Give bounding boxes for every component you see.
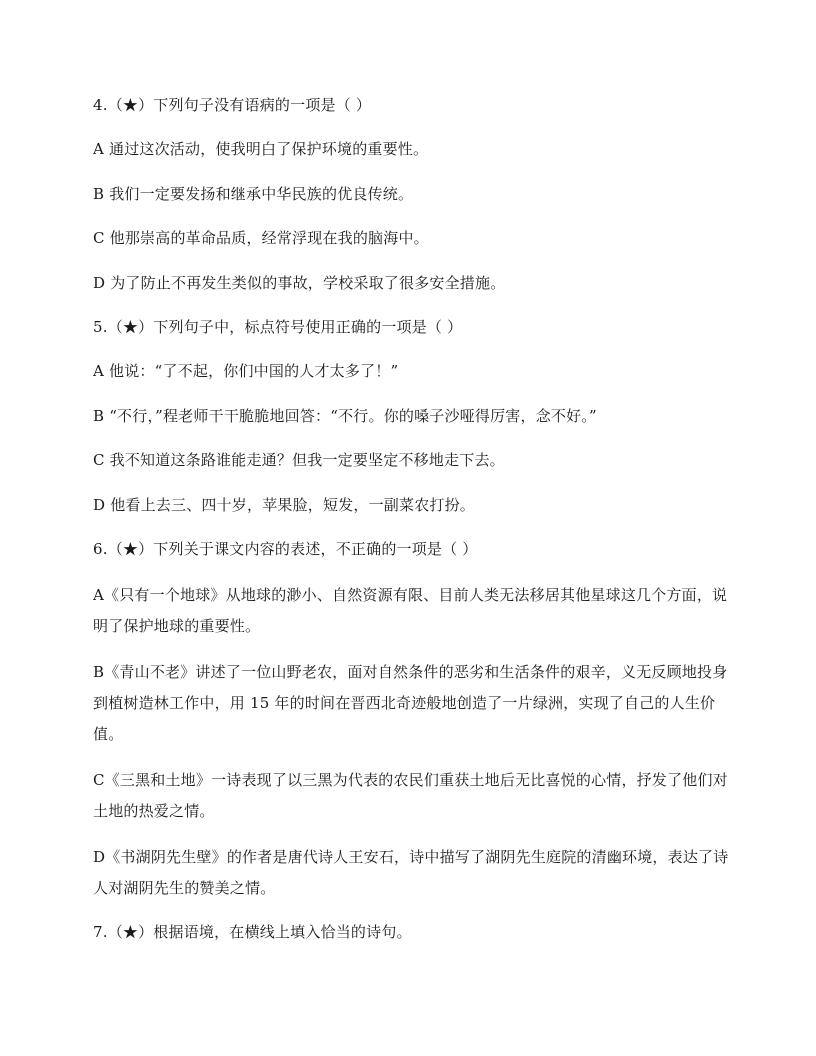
question-5	[93, 314, 733, 518]
question-7	[93, 919, 733, 945]
document-content	[93, 92, 733, 964]
question-6	[93, 536, 733, 904]
option-c: C 我不知道这条路谁能走通？但我一定要坚定不移地走下去。	[93, 451, 505, 470]
option-d: D 为了防止不再发生类似的事故，学校采取了很多安全措施。	[93, 273, 506, 292]
option-b: B《青山不老》讲述了一位山野老农，面对自然条件的恶劣和生活条件的艰辛，义无反顾地投身到植树造林工作中，用 15 年的时间在晋西北奇迹般地创造了一片绿洲，实现了自己的人生价值。	[93, 663, 728, 744]
question-stem: 7.（★）根据语境，在横线上填入恰当的诗句。	[93, 923, 412, 942]
question-stem: 5.（★）下列句子中，标点符号使用正确的一项是（ ）	[93, 317, 463, 336]
option-a: A 他说：“了不起，你们中国的人才太多了！”	[93, 362, 399, 381]
option-a: A 通过这次活动，使我明白了保护环境的重要性。	[93, 140, 429, 159]
option-d: D 他看上去三、四十岁，苹果脸，短发，一副菜农打扮。	[93, 495, 475, 514]
question-stem: 6.（★）下列关于课文内容的表述，不正确的一项是（ ）	[93, 539, 478, 558]
option-d: D《书湖阴先生壁》的作者是唐代诗人王安石，诗中描写了湖阴先生庭院的清幽环境，表达了诗人对湖阴先生的赞美之情。	[93, 848, 729, 898]
question-4	[93, 92, 733, 296]
option-c: C《三黑和土地》一诗表现了以三黑为代表的农民们重获土地后无比喜悦的心情，抒发了他们对土地的热爱之情。	[93, 771, 728, 821]
option-b: B 我们一定要发扬和继承中华民族的优良传统。	[93, 184, 414, 203]
option-c: C 他那崇高的革命品质，经常浮现在我的脑海中。	[93, 229, 429, 248]
question-stem: 4.（★）下列句子没有语病的一项是（ ）	[93, 96, 372, 114]
option-b: B “不行，”程老师干干脆脆地回答：“不行。你的嗓子沙哑得厉害，念不好。”	[93, 406, 597, 425]
option-a: A《只有一个地球》从地球的渺小、自然资源有限、目前人类无法移居其他星球这几个方面，说明了保护地球的重要性。	[93, 586, 728, 636]
